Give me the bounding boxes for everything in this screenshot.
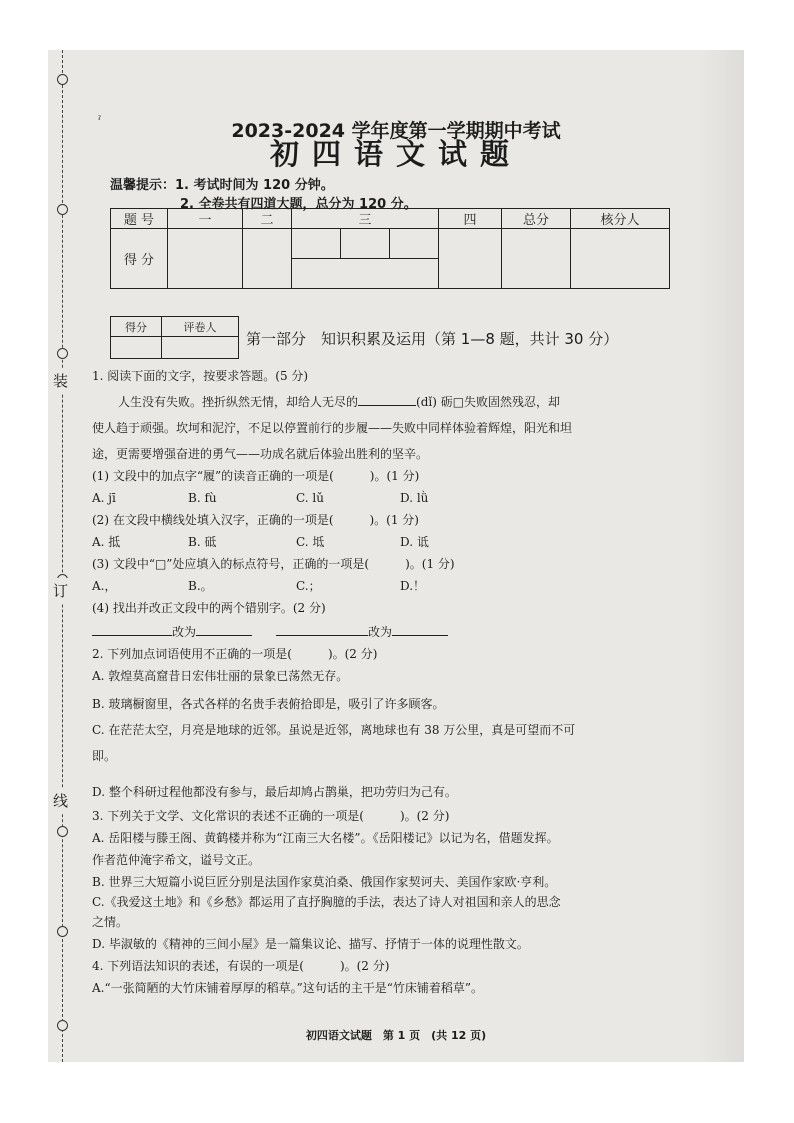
q1-sub3-option-d[interactable]: D.！	[400, 579, 426, 593]
tip-2: 2. 全卷共有四道大题，总分为 120 分。	[180, 197, 417, 212]
score-cell[interactable]	[341, 229, 390, 259]
q1-sub1-option-a[interactable]: A. jī	[92, 491, 116, 505]
page-footer: 初四语文试题 第 1 页 (共 12 页)	[305, 1029, 487, 1042]
q1-sub3-option-a[interactable]: A.，	[92, 579, 117, 593]
typo-fix-blank-1[interactable]	[196, 635, 252, 636]
binding-label-ding: 订	[53, 578, 68, 603]
q1-sub3-option-b[interactable]: B.。	[188, 579, 213, 593]
binding-hole-icon	[57, 204, 68, 215]
grader-header-name: 评卷人	[162, 317, 239, 337]
score-cell[interactable]	[502, 229, 571, 289]
binding-hole-icon	[57, 74, 68, 85]
typo-blank-1[interactable]	[92, 635, 172, 636]
q2-option-b[interactable]: B. 玻璃橱窗里，各式各样的名贵手表俯拾即是，吸引了许多顾客。	[92, 697, 445, 711]
binding-hole-icon	[57, 348, 68, 359]
q3-option-b[interactable]: B. 世界三大短篇小说巨匠分别是法国作家莫泊桑、俄国作家契诃夫、美国作家欧·亨利。	[92, 875, 557, 889]
q1-sub3-option-c[interactable]: C.；	[296, 579, 321, 593]
q1-correction-row	[92, 624, 448, 640]
q1-sub2-option-b[interactable]: B. 砥	[188, 535, 217, 549]
exam-title: 2023-2024 学年度第一学期期中考试	[231, 120, 561, 142]
grader-cell[interactable]	[162, 337, 239, 359]
grader-cell[interactable]	[111, 337, 162, 359]
stray-mark: ˀ	[98, 114, 102, 127]
exam-paper	[48, 50, 744, 1062]
q1-sub4: (4) 找出并改正文段中的两个错别字。(2 分)	[92, 601, 326, 615]
score-header-3: 三	[292, 209, 439, 229]
binding-hole-icon	[57, 826, 68, 837]
q2-option-a[interactable]: A. 敦煌莫高窟昔日宏伟壮丽的景象已荡然无存。	[92, 669, 349, 683]
binding-line	[62, 50, 64, 1062]
q1-passage-1a: 人生没有失败。挫折纵然无情，却给人无尽的	[118, 395, 359, 409]
q3-option-c-line1[interactable]: C.《我爱这土地》和《乡愁》都运用了直抒胸臆的手法，表达了诗人对祖国和亲人的思念	[92, 895, 561, 909]
q1-blank[interactable]	[358, 405, 416, 406]
exam-subtitle: 初四语文试题	[269, 137, 522, 171]
score-row-label: 得 分	[111, 229, 168, 289]
next-page-bleed	[698, 50, 744, 1062]
score-header-2: 二	[243, 209, 292, 229]
q1-passage-line-3: 途，更需要增强奋进的勇气——功成名就后体验出胜利的坚辛。	[92, 447, 429, 461]
q1-sub1-option-d[interactable]: D. lǜ	[400, 491, 429, 505]
q2-option-c-line1[interactable]: C. 在茫茫太空，月亮是地球的近邻。虽说是近邻，离地球也有 38 万公里，真是可望而不可	[92, 723, 576, 737]
score-table	[110, 208, 670, 289]
q1-sub1-option-c[interactable]: C. lǔ	[296, 491, 324, 505]
q1-sub2: (2) 在文段中横线处填入汉字，正确的一项是( )。(1 分)	[92, 513, 419, 527]
part1-heading: 第一部分 知识积累及运用（第 1—8 题，共计 30 分）	[246, 330, 619, 348]
typo-blank-2[interactable]	[276, 635, 368, 636]
q1-passage-line-2: 使人趋于顽强。坎坷和泥泞，不足以停置前行的步履——失败中同样体验着辉煌，阳光和坦	[92, 421, 573, 435]
q1-sub2-option-a[interactable]: A. 抵	[92, 535, 121, 549]
score-header-1: 一	[168, 209, 243, 229]
gaiwei-label-1: 改为	[172, 625, 197, 639]
score-cell[interactable]	[243, 229, 292, 289]
tip-1: 1. 考试时间为 120 分钟。	[175, 178, 334, 193]
score-cell[interactable]	[292, 259, 439, 289]
q1-stem: 1. 阅读下面的文字，按要求答题。(5 分)	[92, 369, 309, 383]
grader-table	[110, 316, 239, 359]
tip-label: 温馨提示：	[110, 178, 176, 193]
score-header-total: 总分	[502, 209, 571, 229]
binding-hole-icon	[57, 926, 68, 937]
q3-option-a-line1[interactable]: A. 岳阳楼与滕王阁、黄鹤楼并称为“江南三大名楼”。《岳阳楼记》以记为名，借题发挥。	[92, 831, 559, 845]
q3-option-c-line2[interactable]: 之情。	[92, 915, 129, 929]
score-header-tihao: 题 号	[111, 209, 168, 229]
q1-sub1: (1) 文段中的加点字“履”的读音正确的一项是( )。(1 分)	[92, 469, 420, 483]
score-cell[interactable]	[439, 229, 502, 289]
q1-sub2-option-d[interactable]: D. 诋	[400, 535, 429, 549]
q2-option-c-line2[interactable]: 即。	[92, 749, 117, 763]
q2-stem: 2. 下列加点词语使用不正确的一项是( )。(2 分)	[92, 647, 378, 661]
binding-label-xian: 线	[53, 788, 68, 813]
binding-label-zhuang: 装	[53, 368, 68, 393]
score-cell[interactable]	[168, 229, 243, 289]
q3-stem: 3. 下列关于文学、文化常识的表述不正确的一项是( )。(2 分)	[92, 809, 450, 823]
score-header-checker: 核分人	[571, 209, 670, 229]
q1-sub3: (3) 文段中“□”处应填入的标点符号，正确的一项是( )。(1 分)	[92, 557, 455, 571]
gaiwei-label-2: 改为	[368, 625, 393, 639]
q1-sub2-option-c[interactable]: C. 坻	[296, 535, 325, 549]
q1-passage-1b: (dǐ) 砺□失败固然残忍，却	[416, 395, 561, 409]
q3-option-d[interactable]: D. 毕淑敏的《精神的三间小屋》是一篇集议论、描写、抒情于一体的说理性散文。	[92, 937, 529, 951]
tip-line-1	[110, 174, 334, 193]
score-cell[interactable]	[292, 229, 341, 259]
q4-stem: 4. 下列语法知识的表述，有误的一项是( )。(2 分)	[92, 959, 390, 973]
score-cell[interactable]	[390, 229, 439, 259]
q3-option-a-line2[interactable]: 作者范仲淹字希文，谥号文正。	[92, 853, 261, 867]
score-header-4: 四	[439, 209, 502, 229]
grader-header-score: 得分	[111, 317, 162, 337]
q4-option-a[interactable]: A.“一张简陋的大竹床铺着厚厚的稻草。”这句话的主干是“竹床铺着稻草”。	[92, 981, 484, 995]
typo-fix-blank-2[interactable]	[392, 635, 448, 636]
q2-option-d[interactable]: D. 整个科研过程他都没有参与，最后却鸠占鹊巢，把功劳归为己有。	[92, 785, 457, 799]
score-cell[interactable]	[571, 229, 670, 289]
q1-passage-line-1	[118, 394, 560, 410]
q1-sub1-option-b[interactable]: B. fù	[188, 491, 217, 505]
